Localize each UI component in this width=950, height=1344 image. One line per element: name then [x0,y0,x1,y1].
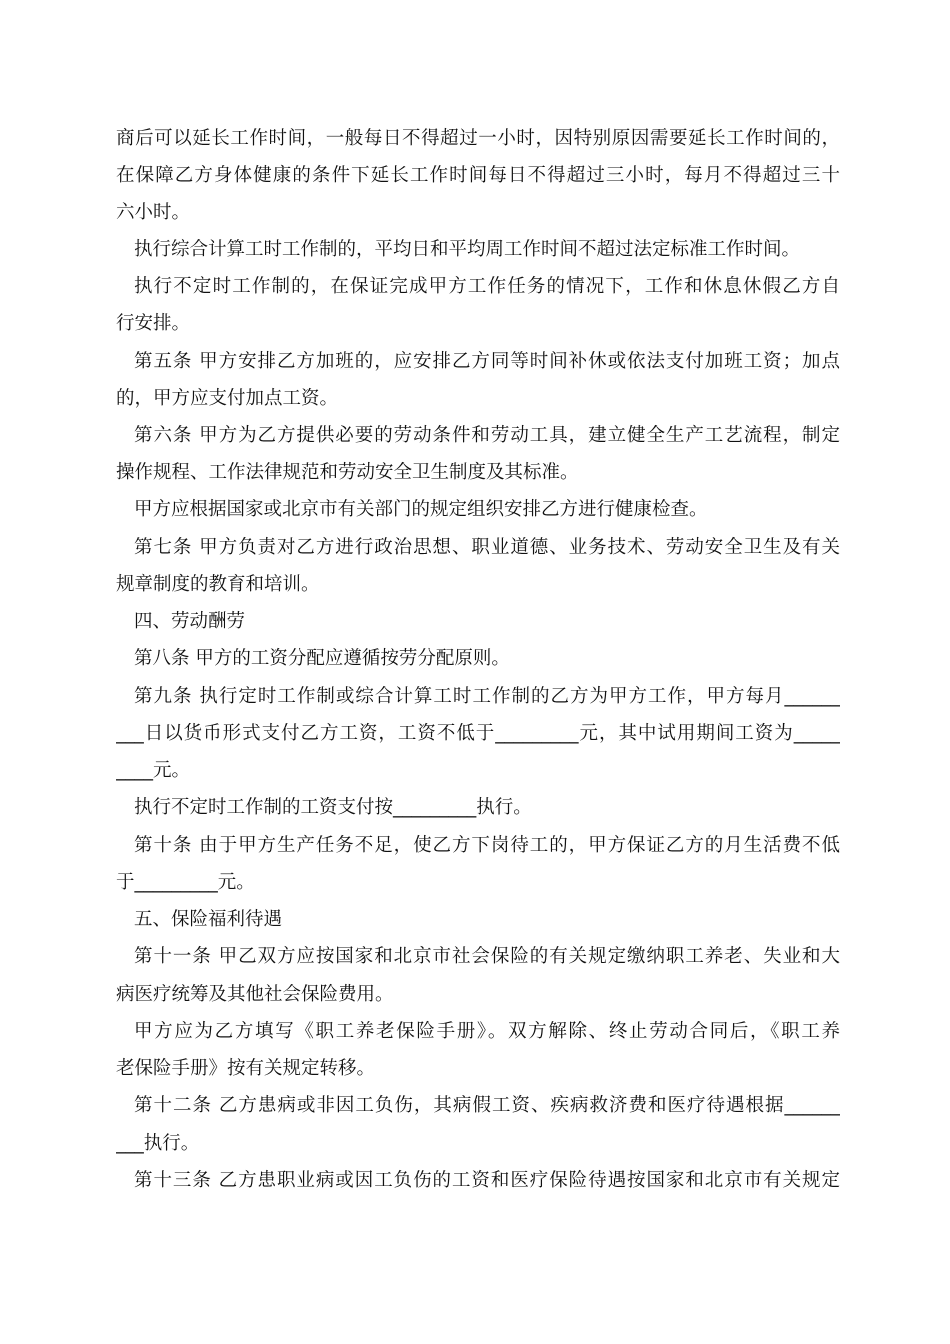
section-heading: 五、保险福利待遇 [134,909,283,930]
text-line: 第九条 执行定时工作制或综合计算工时工作制的乙方为甲方工作，甲方每月______ [134,686,840,707]
text-line: 规章制度的教育和培训。 [116,574,320,595]
text-line: 第八条 甲方的工资分配应遵循按劳分配原则。 [134,648,510,669]
text-line: 第十三条 乙方患职业病或因工负伤的工资和医疗保险待遇按国家和北京市有关规定 [134,1170,840,1191]
text-line: 六小时。 [116,202,191,223]
text-line: ___日以货币形式支付乙方工资，工资不低于_________元，其中试用期间工资为_____ [116,723,840,744]
text-line: 第六条 甲方为乙方提供必要的劳动条件和劳动工具，建立健全生产工艺流程，制定 [134,425,840,446]
text-line: 行安排。 [116,313,191,334]
text-line: 第十一条 甲乙双方应按国家和北京市社会保险的有关规定缴纳职工养老、失业和大 [134,946,840,967]
text-line: 商后可以延长工作时间，一般每日不得超过一小时，因特别原因需要延长工作时间的， [116,128,840,149]
text-line: 第十二条 乙方患病或非因工负伤，其病假工资、疾病救济费和医疗待遇根据______ [134,1095,840,1116]
text-line: 在保障乙方身体健康的条件下延长工作时间每日不得超过三小时，每月不得超过三十 [116,165,840,186]
text-line: 执行不定时工作制的工资支付按_________执行。 [134,797,532,818]
text-line: 操作规程、工作法律规范和劳动安全卫生制度及其标准。 [116,462,579,483]
text-line: 第七条 甲方负责对乙方进行政治思想、职业道德、业务技术、劳动安全卫生及有关 [134,537,840,558]
text-line: 第十条 由于甲方生产任务不足，使乙方下岗待工的，甲方保证乙方的月生活费不低 [134,835,840,856]
text-line: 执行综合计算工时工作制的，平均日和平均周工作时间不超过法定标准工作时间。 [134,239,801,260]
text-line: 执行不定时工作制的，在保证完成甲方工作任务的情况下，工作和休息休假乙方自 [134,276,840,297]
section-heading: 四、劳动酬劳 [134,611,246,632]
text-line: 于_________元。 [116,872,255,893]
text-line: ___执行。 [116,1133,200,1154]
text-line: 的，甲方应支付加点工资。 [116,388,339,409]
text-line: 第五条 甲方安排乙方加班的，应安排乙方同等时间补休或依法支付加班工资；加点 [134,351,840,372]
text-line: 甲方应为乙方填写《职工养老保险手册》。双方解除、终止劳动合同后，《职工养 [134,1021,840,1042]
text-line: ____元。 [116,760,191,781]
text-line: 老保险手册》按有关规定转移。 [116,1058,376,1079]
text-line: 病医疗统筹及其他社会保险费用。 [116,984,394,1005]
text-line: 甲方应根据国家或北京市有关部门的规定组织安排乙方进行健康检查。 [134,499,708,520]
